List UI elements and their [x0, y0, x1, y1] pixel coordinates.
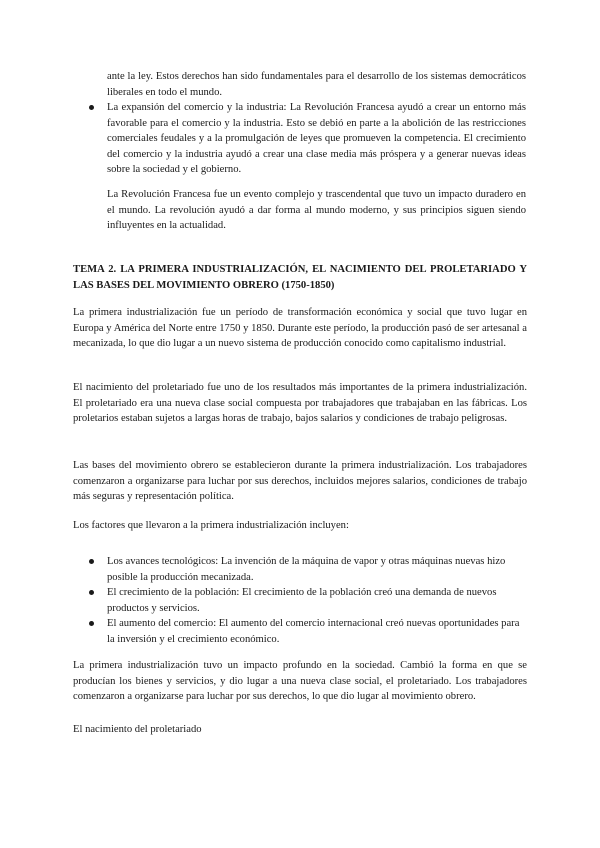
revolution-summary: La Revolución Francesa fue un evento complejo y trascendental que tuvo un impacto duradero en el mundo. La revolución ayudó a dar forma al mundo moderno, y sus principios siguen siendo influyentes en la actualidad. — [107, 189, 526, 232]
paragraph-industrialization: La primera industrialización fue un período de transformación económica y social que tuvo lugar en Europa y América del Norte entre 1750 y 1850. Durante este período, la producción pasó de ser artesanal a mecanizada, lo que dio lugar a un nuevo sistema de producción conocido como capitalismo industrial. — [73, 307, 527, 350]
section-heading: TEMA 2. LA PRIMERA INDUSTRIALIZACIÓN, EL NACIMIENTO DEL PROLETARIADO Y LAS BASES DEL MOVIMIENTO OBRERO (1750-1850) — [73, 264, 527, 291]
bullet-icon — [89, 621, 94, 626]
paragraph-impact: La primera industrialización tuvo un impacto profundo en la sociedad. Cambió la forma en que se producían los bienes y servicios, y dio lugar a una nueva clase social, el proletariado. Los trabajadores comenzaron a organizarse para luchar por sus derechos, lo que dio lugar al movimiento obrero. — [73, 660, 527, 703]
paragraph-labor-movement: Las bases del movimiento obrero se establecieron durante la primera industrialización. Los trabajadores comenzaron a organizarse para luchar por sus derechos, incluidos mejores salarios, condiciones de trabajo más seguras y representación política. — [73, 460, 527, 503]
subheading-proletariat: El nacimiento del proletariado — [73, 724, 202, 735]
factors-list — [107, 554, 526, 648]
bullet-icon — [89, 105, 94, 110]
list-item-text: Los avances tecnológicos: La invención de la máquina de vapor y otras máquinas nuevas hizo posible la producción mecanizada. — [107, 556, 506, 583]
bullet-icon — [89, 590, 94, 595]
paragraph-factors-intro: Los factores que llevaron a la primera industrialización incluyen: — [73, 520, 349, 531]
bullet-icon — [89, 559, 94, 564]
bullet-economy-text: La expansión del comercio y la industria: La Revolución Francesa ayudó a crear un entorno más favorable para el comercio y la industria. Esto se debió en parte a la abolición de las restricciones comerciales feudales y a la promulgación de leyes que promueven la competencia. El crecimiento del comercio y la industria ayudó a crear una clase media más próspera y a generar nuevas ideas sobre la sociedad y el gobierno. — [107, 102, 526, 176]
paragraph-proletariat: El nacimiento del proletariado fue uno de los resultados más importantes de la primera industrialización. El proletariado era una nueva clase social compuesta por trabajadores que trabajaban en las fábricas. Los proletarios estaban sujetos a largas horas de trabajo, bajos salarios y condiciones de trabajo peligrosas. — [73, 382, 527, 425]
list-item-text: El aumento del comercio: El aumento del comercio internacional creó nuevas oportunidades para la inversión y el crecimiento económico. — [107, 618, 520, 645]
list-item — [107, 616, 526, 647]
continuation-text: ante la ley. Estos derechos han sido fundamentales para el desarrollo de los sistemas democráticos liberales en todo el mundo. — [107, 71, 526, 98]
list-item-text: El crecimiento de la población: El crecimiento de la población creó una demanda de nuevos productos y servicios. — [107, 587, 497, 614]
bullet-economy — [107, 100, 526, 178]
list-item — [107, 554, 526, 585]
list-item — [107, 585, 526, 616]
